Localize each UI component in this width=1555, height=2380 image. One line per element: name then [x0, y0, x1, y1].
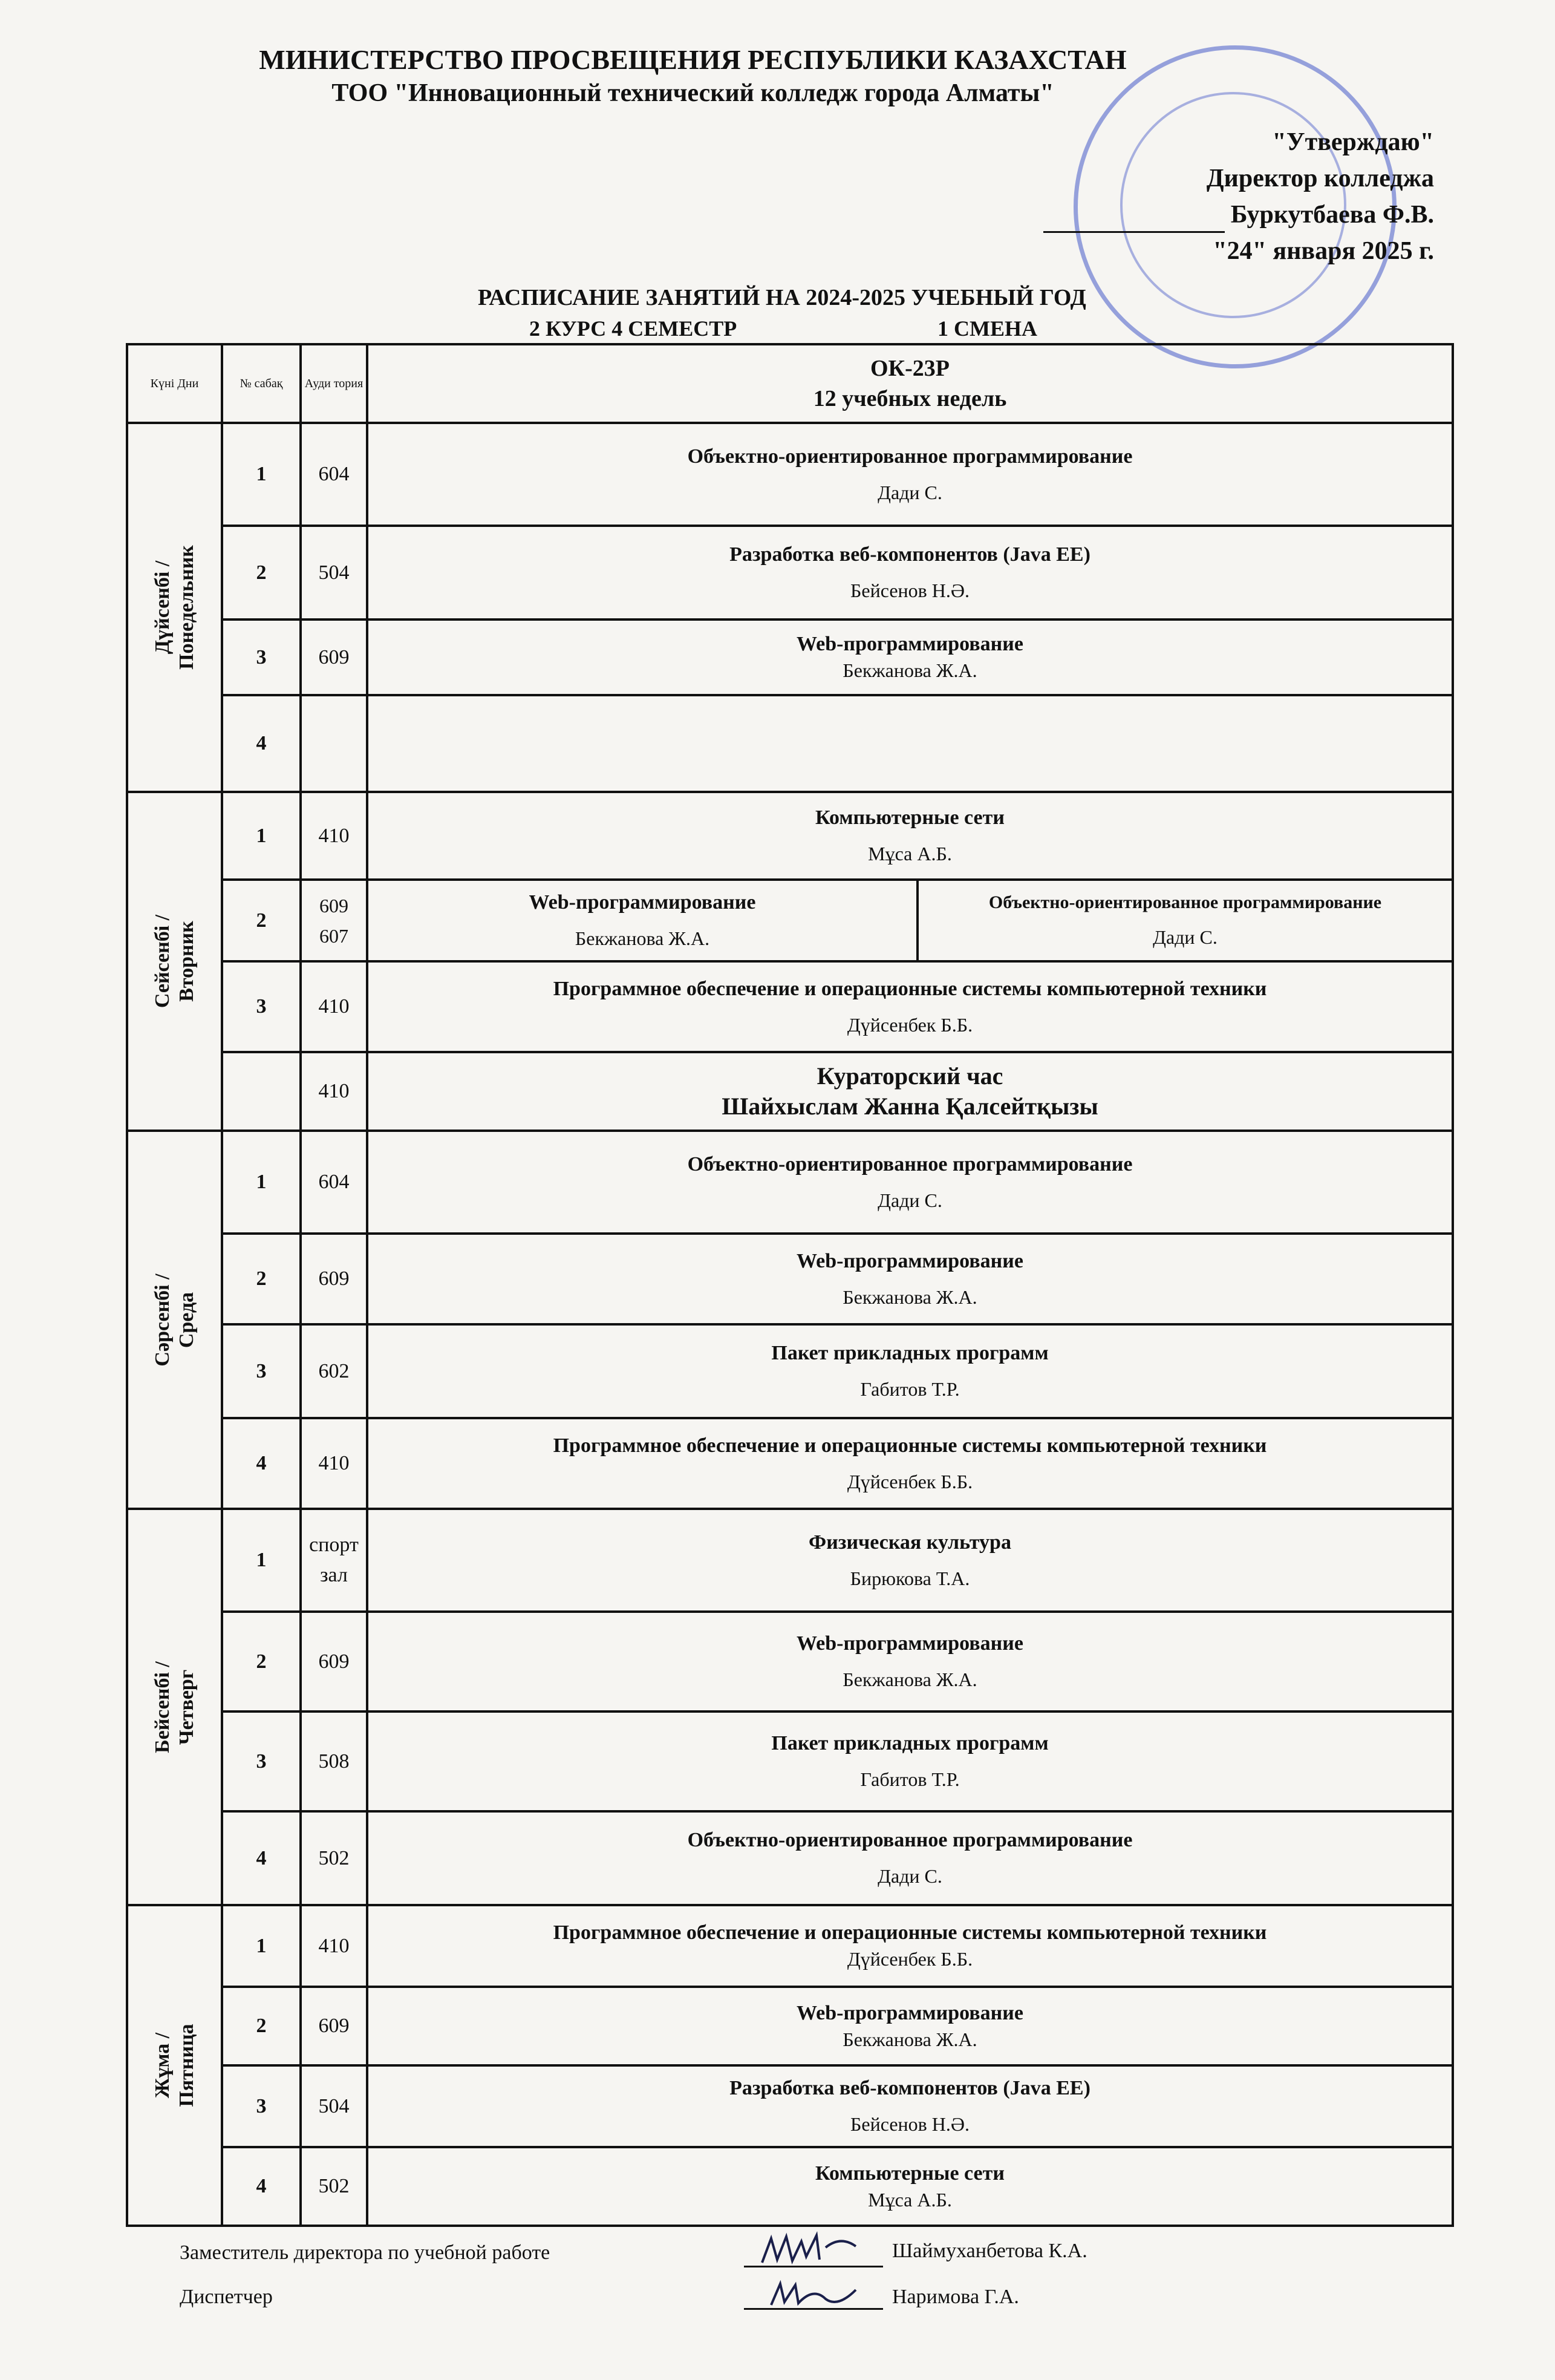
- teacher: Дади С.: [1153, 926, 1218, 948]
- lesson-cell-subgroup-b: [918, 880, 1453, 961]
- teacher: Дүйсенбек Б.Б.: [847, 1013, 973, 1036]
- room: 410: [301, 1905, 367, 1987]
- room-pair: [301, 880, 367, 961]
- day-cell-friday: [127, 1905, 222, 2226]
- lesson-cell: [367, 1131, 1453, 1234]
- table-row: [127, 1131, 1453, 1234]
- teacher: Мұса А.Б.: [868, 2188, 952, 2211]
- subject: Пакет прикладных программ: [771, 1342, 1049, 1364]
- lesson-cell: [367, 423, 1453, 526]
- teacher: Бейсенов Н.Ә.: [850, 580, 970, 601]
- dispatcher-title: Диспетчер: [180, 2286, 273, 2308]
- lesson-number: 4: [222, 695, 301, 792]
- room: 609: [301, 620, 367, 695]
- lesson-number: 4: [222, 2147, 301, 2226]
- lesson-number: 2: [222, 1987, 301, 2065]
- lesson-number: 2: [222, 880, 301, 961]
- table-row: [127, 526, 1453, 620]
- lesson-number: 3: [222, 1711, 301, 1811]
- subject: Разработка веб-компонентов (Java EE): [729, 543, 1090, 566]
- lesson-cell: [367, 2147, 1453, 2226]
- teacher: Дади С.: [878, 1865, 942, 1887]
- approval-heading: "Утверждаю": [1272, 128, 1434, 156]
- teacher: Дади С.: [878, 481, 942, 503]
- dispatcher-signature: [765, 2278, 868, 2314]
- room: 504: [301, 2065, 367, 2147]
- lesson-number: 2: [222, 1612, 301, 1711]
- subject: Web-программирование: [797, 2001, 1023, 2024]
- subject: Пакет прикладных программ: [771, 1732, 1049, 1754]
- day-label-kz: Бейсенбі /: [151, 1661, 174, 1753]
- teacher: Бекжанова Ж.А.: [843, 2028, 977, 2050]
- curator-name: Шайхыслам Жанна Қалсейтқызы: [722, 1093, 1098, 1120]
- teacher: Мұса А.Б.: [868, 843, 952, 865]
- teacher: Бейсенов Н.Ә.: [850, 2113, 970, 2135]
- table-row: [127, 1711, 1453, 1811]
- teacher: Габитов Т.Р.: [860, 1378, 960, 1400]
- table-row: [127, 961, 1453, 1052]
- approval-signature-line: [1043, 207, 1225, 233]
- table-row: [127, 1811, 1453, 1905]
- lesson-cell-subgroup-a: [367, 880, 918, 961]
- col-header-day: Күні Дни: [127, 344, 222, 423]
- lesson-number: 1: [222, 1509, 301, 1612]
- room: 609: [319, 894, 348, 917]
- schedule-title: РАСПИСАНИЕ ЗАНЯТИЙ НА 2024-2025 УЧЕБНЫЙ ГОД: [478, 285, 1086, 310]
- day-label-kz: Жұма /: [151, 2032, 174, 2099]
- lesson-cell: [367, 526, 1453, 620]
- day-label-kz: Сәрсенбі /: [151, 1273, 174, 1367]
- col-header-room: Ауди тория: [301, 344, 367, 423]
- day-label-ru: Четверг: [175, 1669, 198, 1745]
- room: 609: [301, 1987, 367, 2065]
- lesson-cell: [367, 1509, 1453, 1612]
- room: 410: [301, 1418, 367, 1509]
- table-row: [127, 880, 1453, 961]
- room: 609: [301, 1612, 367, 1711]
- room: 604: [301, 1131, 367, 1234]
- table-row: [127, 1052, 1453, 1131]
- lesson-number: 4: [222, 1811, 301, 1905]
- table-row: [127, 620, 1453, 695]
- teacher: Бекжанова Ж.А.: [843, 1669, 977, 1690]
- table-header-row: [127, 344, 1453, 423]
- room: 604: [301, 423, 367, 526]
- table-row: [127, 1905, 1453, 1987]
- lesson-cell: [367, 1324, 1453, 1418]
- table-row: [127, 2147, 1453, 2226]
- day-label-ru: Среда: [175, 1292, 198, 1348]
- day-label-kz: Дүйсенбі /: [151, 560, 174, 655]
- subject: Объектно-ориентированное программирование: [687, 445, 1133, 468]
- teacher: Бекжанова Ж.А.: [843, 659, 977, 681]
- approval-position: Директор колледжа: [1206, 165, 1434, 192]
- day-label-ru: Понедельник: [175, 545, 198, 670]
- curator-title: Кураторский час: [817, 1062, 1003, 1090]
- subject: Программное обеспечение и операционные системы компьютерной техники: [553, 1921, 1267, 1944]
- shift: 1 СМЕНА: [937, 316, 1037, 341]
- lesson-cell: [367, 1418, 1453, 1509]
- subject: Объектно-ориентированное программирование: [687, 1829, 1133, 1851]
- ministry-title: МИНИСТЕРСТВО ПРОСВЕЩЕНИЯ РЕСПУБЛИКИ КАЗАХСТАН: [259, 44, 1127, 75]
- lesson-number: 1: [222, 1131, 301, 1234]
- day-label-kz: Сейсенбі /: [151, 914, 174, 1009]
- subject: Объектно-ориентированное программирование: [687, 1152, 1133, 1175]
- table-row: [127, 792, 1453, 880]
- subject: Физическая культура: [809, 1531, 1011, 1554]
- table-row: [127, 695, 1453, 792]
- lesson-number: 1: [222, 792, 301, 880]
- subject: Программное обеспечение и операционные системы компьютерной техники: [553, 1434, 1267, 1457]
- lesson-number-empty: [222, 1052, 301, 1131]
- day-cell-thursday: [127, 1509, 222, 1905]
- subject: Web-программирование: [797, 1249, 1023, 1272]
- subject: Web-программирование: [529, 891, 756, 914]
- lesson-number: 1: [222, 1905, 301, 1987]
- col-header-group: [367, 344, 1453, 423]
- teacher: Дүйсенбек Б.Б.: [847, 1470, 973, 1492]
- lesson-number: 1: [222, 423, 301, 526]
- teacher: Дади С.: [878, 1189, 942, 1211]
- lesson-cell: [367, 1987, 1453, 2065]
- room: 410: [301, 1052, 367, 1131]
- lesson-cell: [367, 2065, 1453, 2147]
- day-cell-wednesday: [127, 1131, 222, 1509]
- table-row: [127, 1234, 1453, 1324]
- teacher: Габитов Т.Р.: [860, 1768, 960, 1790]
- room: спорт зал: [301, 1509, 367, 1612]
- lesson-cell-empty: [367, 695, 1453, 792]
- lesson-cell: [367, 1905, 1453, 1987]
- subject: Web-программирование: [797, 633, 1023, 655]
- day-cell-monday: [127, 423, 222, 792]
- room: 609: [301, 1234, 367, 1324]
- day-cell-tuesday: [127, 792, 222, 1131]
- lesson-cell: [367, 792, 1453, 880]
- room: 410: [301, 961, 367, 1052]
- approval-block: [1043, 124, 1434, 269]
- table-row: [127, 2065, 1453, 2147]
- subject: Компьютерные сети: [815, 2162, 1005, 2185]
- lesson-cell: [367, 1234, 1453, 1324]
- room: 502: [301, 2147, 367, 2226]
- subject: Компьютерные сети: [815, 806, 1005, 829]
- room: 502: [301, 1811, 367, 1905]
- teacher: Бекжанова Ж.А.: [575, 927, 710, 949]
- lesson-number: 3: [222, 620, 301, 695]
- lesson-number: 2: [222, 1234, 301, 1324]
- dispatcher-name: Наримова Г.А.: [892, 2286, 1019, 2308]
- table-row: [127, 1987, 1453, 2065]
- subject: Разработка веб-компонентов (Java EE): [729, 2077, 1090, 2099]
- table-row: [127, 423, 1453, 526]
- room: [301, 695, 367, 792]
- day-label-ru: Вторник: [175, 921, 198, 1002]
- approval-signatory: [1043, 197, 1434, 233]
- subject: Программное обеспечение и операционные системы компьютерной техники: [553, 977, 1267, 1000]
- subject: Web-программирование: [797, 1632, 1023, 1655]
- organization-name: ТОО "Инновационный технический колледж города Алматы": [331, 79, 1054, 107]
- lesson-number: 2: [222, 526, 301, 620]
- lesson-cell: [367, 620, 1453, 695]
- lesson-number: 4: [222, 1418, 301, 1509]
- room: 410: [301, 792, 367, 880]
- schedule-table: [126, 343, 1454, 2227]
- lesson-number: 3: [222, 961, 301, 1052]
- subject: Объектно-ориентированное программирование: [988, 892, 1382, 912]
- approval-director-name: Буркутбаева Ф.В.: [1230, 201, 1434, 229]
- table-row: [127, 1324, 1453, 1418]
- room: 508: [301, 1711, 367, 1811]
- weeks-count: 12 учебных недель: [813, 386, 1007, 411]
- curator-cell: [367, 1052, 1453, 1131]
- col-header-lesson-number: № сабақ: [222, 344, 301, 423]
- teacher: Бекжанова Ж.А.: [843, 1286, 977, 1308]
- table-row: [127, 1418, 1453, 1509]
- teacher: Бирюкова Т.А.: [850, 1567, 970, 1589]
- lesson-number: 3: [222, 2065, 301, 2147]
- deputy-signature: [759, 2229, 862, 2272]
- group-code: ОК-23Р: [870, 356, 950, 381]
- lesson-cell: [367, 1711, 1453, 1811]
- course-semester: 2 КУРС 4 СЕМЕСТР: [529, 316, 737, 341]
- day-label-ru: Пятница: [175, 2024, 198, 2107]
- lesson-cell: [367, 1612, 1453, 1711]
- lesson-cell: [367, 1811, 1453, 1905]
- room: 602: [301, 1324, 367, 1418]
- room: 504: [301, 526, 367, 620]
- teacher: Дүйсенбек Б.Б.: [847, 1948, 973, 1970]
- table-row: [127, 1509, 1453, 1612]
- room-b: 607: [319, 924, 348, 947]
- lesson-number: 3: [222, 1324, 301, 1418]
- deputy-director-name: Шаймуханбетова К.А.: [892, 2240, 1087, 2262]
- deputy-director-title: Заместитель директора по учебной работе: [180, 2241, 550, 2264]
- lesson-cell: [367, 961, 1453, 1052]
- table-row: [127, 1612, 1453, 1711]
- approval-date: "24" января 2025 г.: [1213, 237, 1434, 265]
